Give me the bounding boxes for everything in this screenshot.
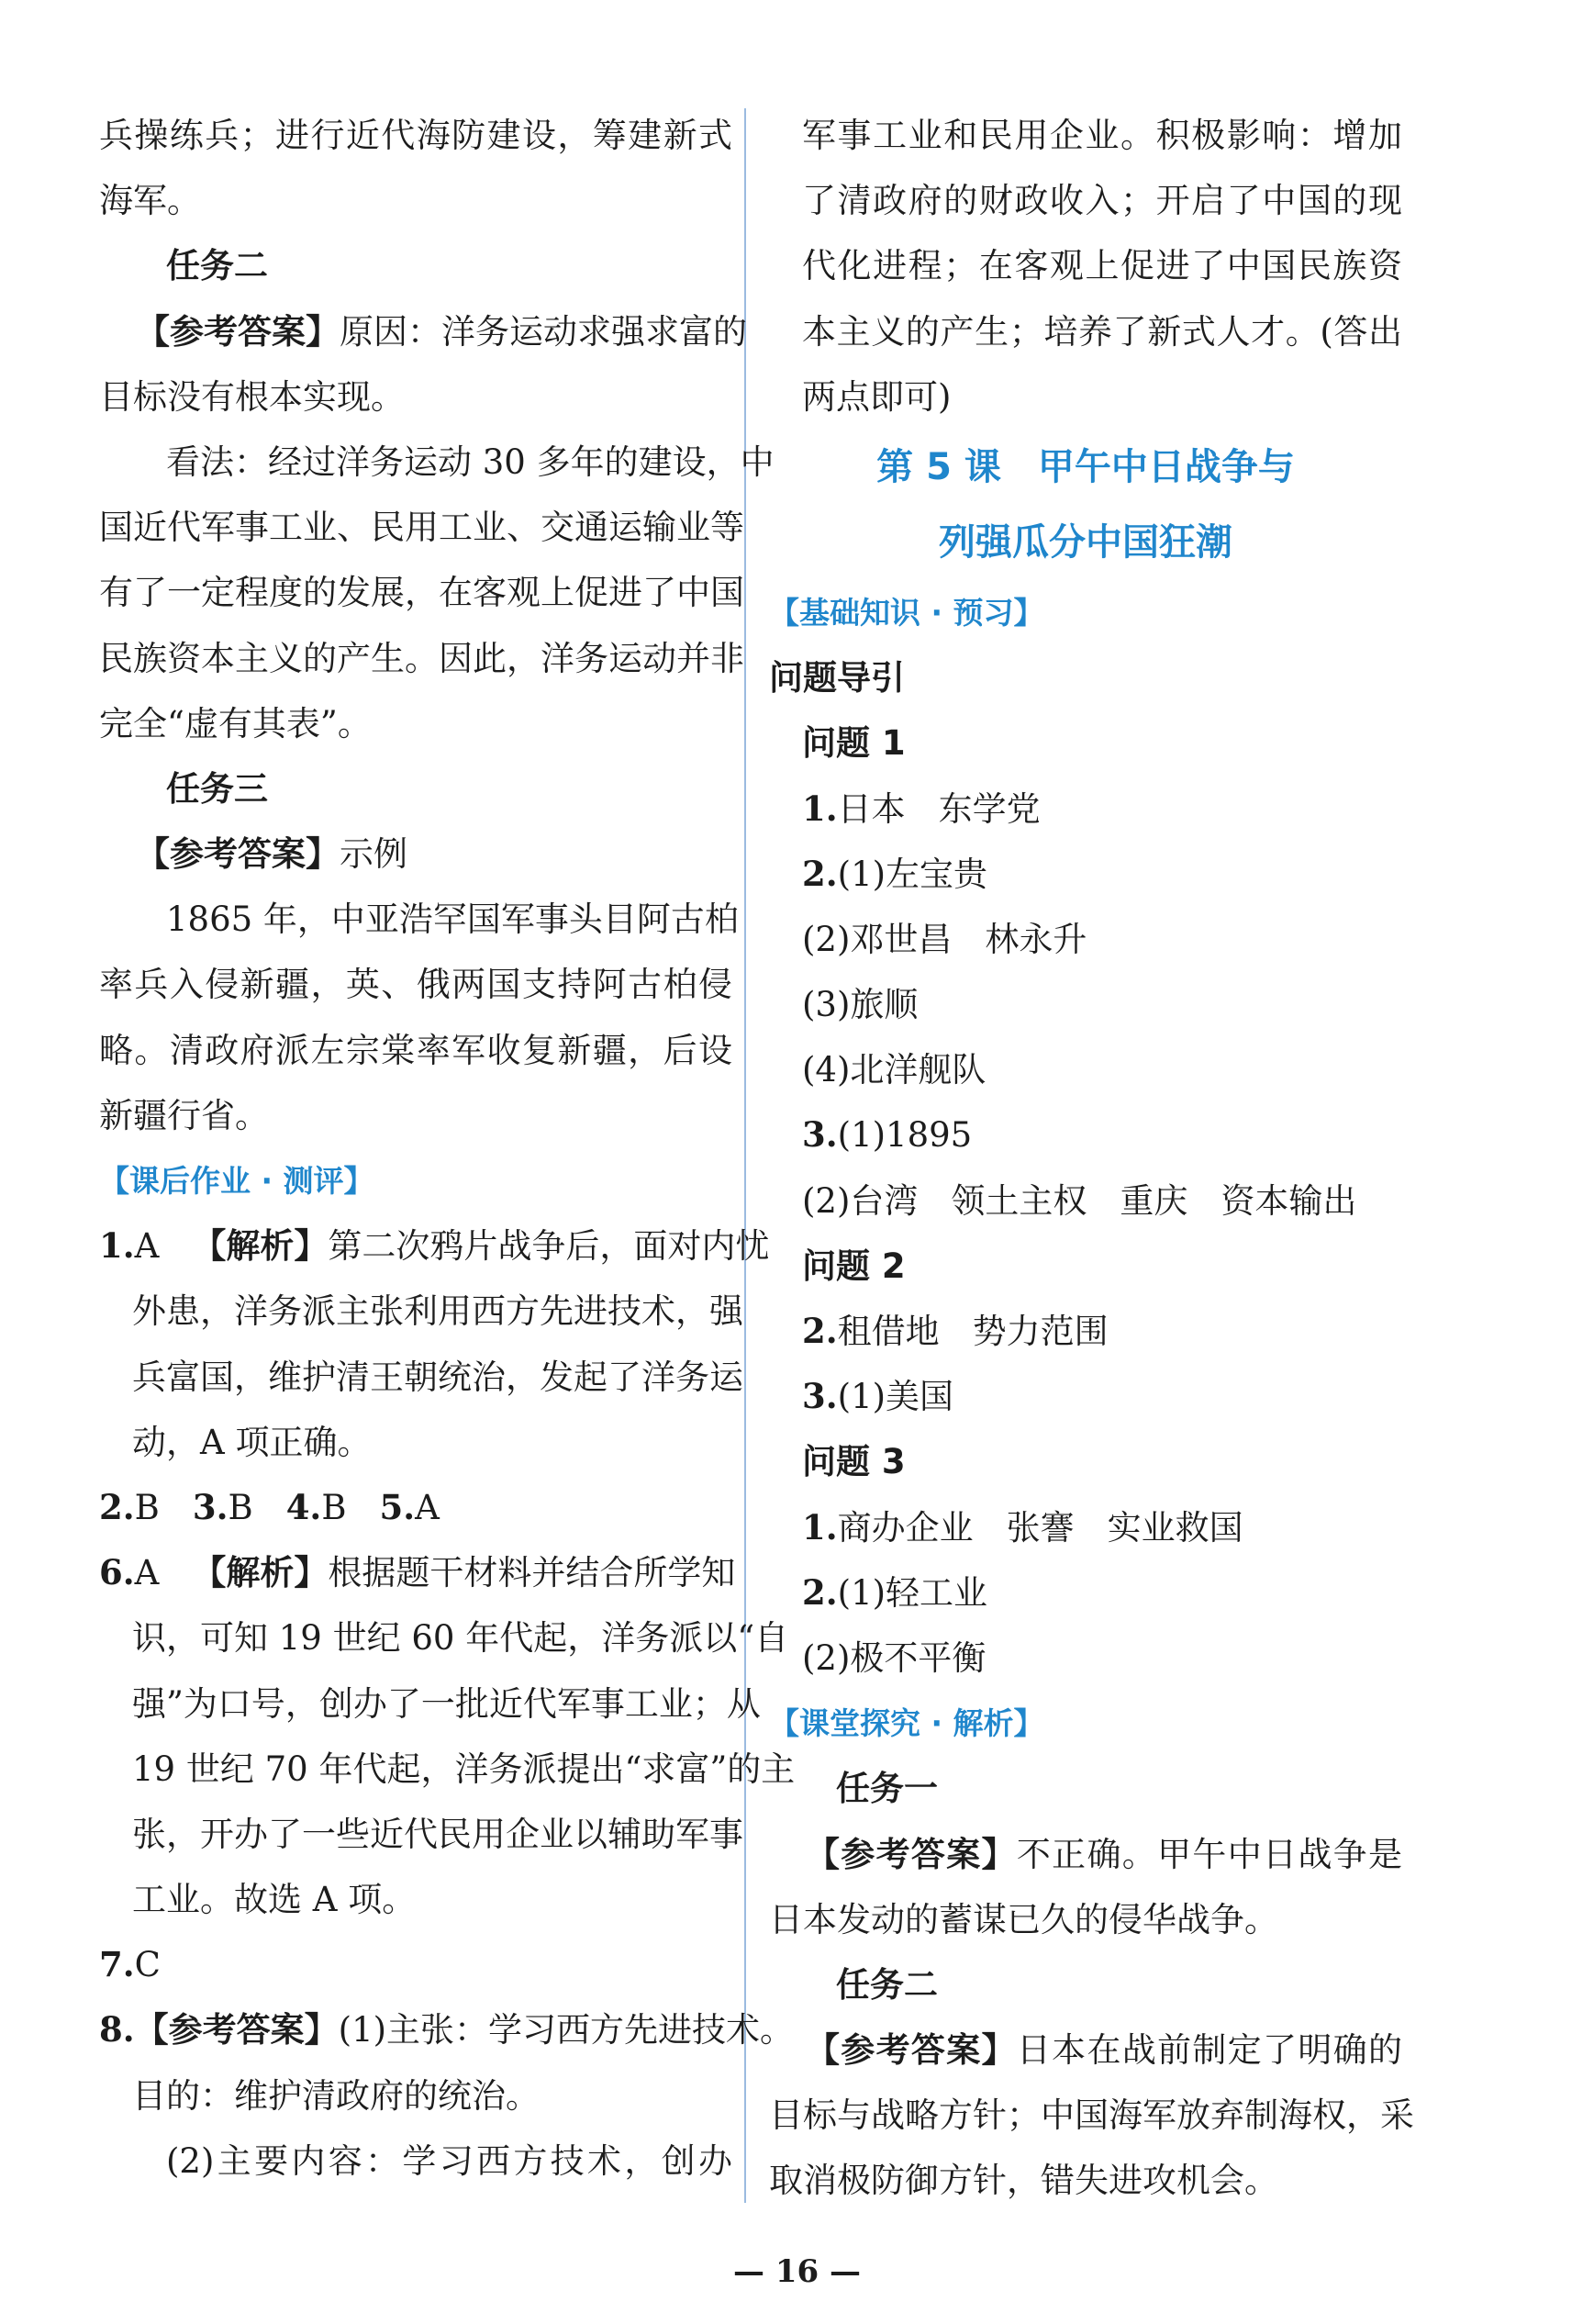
answer-text: 原因：洋务运动求强求富的 [340, 311, 747, 352]
answer-term: 东学党 [938, 788, 1041, 829]
item-choice: C [134, 1945, 161, 1985]
text-line: (2)主要内容：学习西方技术，创办 [166, 2140, 732, 2181]
text-line: 了清政府的财政收入；开启了中国的现 [802, 181, 1402, 221]
item-number: 4. [285, 1486, 322, 1527]
item-number: 2. [99, 1486, 135, 1527]
section-heading: 【课后作业 · 测评】 [99, 1163, 374, 1199]
text-line: 新疆行省。 [99, 1095, 269, 1135]
answer-line [769, 1102, 1402, 1168]
answer-term: 重庆 [1120, 1180, 1188, 1221]
item-number: 2. [802, 1311, 838, 1351]
item-choice: B [134, 1487, 160, 1527]
item-number: 3. [802, 1114, 838, 1156]
text-line: 国近代军事工业、民用工业、交通运输业等 [99, 508, 744, 548]
answer-term: 商办企业 [837, 1507, 974, 1547]
text-line: 军事工业和民用企业。积极影响：增加 [802, 116, 1402, 155]
answer-line [769, 1560, 1402, 1626]
item-number: 2. [802, 853, 838, 894]
question-heading: 问题 1 [802, 723, 906, 764]
left-column [99, 103, 796, 2194]
question-item [99, 1540, 736, 1605]
item-number: 7. [99, 1944, 135, 1985]
text-line: 工业。故选 A 项。 [132, 1880, 417, 1920]
task-heading: 任务一 [836, 1769, 938, 1809]
item-choice: B [228, 1487, 253, 1527]
answer-text: 日本在战前制定了明确的 [1016, 2030, 1402, 2071]
item-choice: A [415, 1487, 440, 1527]
analysis-label: 【解析】 [192, 1226, 329, 1267]
text-line: 海军。 [99, 181, 201, 221]
text-line: 张，开办了一些近代民用企业以辅助军事 [132, 1814, 743, 1854]
text-line: 有了一定程度的发展，在客观上促进了中国 [99, 573, 744, 613]
item-number: 1. [802, 788, 838, 829]
answer-line [769, 1364, 1402, 1429]
answer-term: 日本 [837, 788, 906, 829]
text-line: 率兵入侵新疆，英、俄两国支持阿古柏侵 [99, 965, 732, 1005]
answer-label: 【参考答案】 [136, 311, 340, 352]
item-choice: B [321, 1487, 347, 1527]
analysis-label: 【解析】 [192, 1553, 329, 1593]
question-item [99, 1213, 770, 1279]
item-number: 2. [802, 1571, 838, 1613]
item-number: 1. [802, 1506, 838, 1547]
text-line: 两点即可) [802, 376, 952, 417]
item-number: 8. [99, 2009, 135, 2050]
question-item [99, 1475, 732, 1540]
answer-line [769, 777, 1402, 842]
answer-term: 实业救国 [1107, 1507, 1243, 1547]
answer-term: 租借地 [837, 1312, 940, 1351]
answer-term: 林永升 [985, 919, 1087, 959]
text-line: 目标没有根本实现。 [99, 376, 405, 417]
answer-line [769, 1299, 1402, 1364]
text-line: 兵操练兵；进行近代海防建设，筹建新式 [99, 116, 732, 155]
text-line: 动，A 项正确。 [132, 1422, 372, 1462]
answer-line [769, 842, 1402, 907]
text-line [99, 299, 747, 364]
analysis-text: 根据题干材料并结合所学知 [328, 1553, 736, 1593]
answer-term: (2)台湾 [802, 1180, 919, 1221]
answer-line: (4)北洋舰队 [802, 1050, 986, 1090]
question-item [99, 1997, 795, 2062]
text-line: 本主义的产生；培养了新式人才。(答出 [802, 311, 1402, 352]
answer-term: 领土主权 [951, 1180, 1087, 1221]
task-heading: 任务二 [836, 1964, 938, 2005]
text-line: 识，可知 19 世纪 60 年代起，洋务派以“自 [132, 1618, 789, 1659]
answer-term: (1)1895 [837, 1115, 973, 1156]
item-number: 3. [192, 1486, 229, 1527]
answer-label: 【参考答案】 [136, 834, 340, 875]
text-line: 看法：经过洋务运动 30 多年的建设，中 [166, 441, 775, 482]
section-heading: 【课堂探究 · 解析】 [769, 1705, 1044, 1742]
text-line: 略。清政府派左宗棠率军收复新疆，后设 [99, 1030, 732, 1070]
item-choice: A [134, 1226, 160, 1267]
answer-text: 示例 [340, 834, 407, 875]
text-line: 目的：维护清政府的统治。 [132, 2075, 540, 2116]
text-line: 完全“虚有其表”。 [99, 703, 372, 743]
question-heading: 问题 3 [802, 1442, 906, 1482]
answer-term: 势力范围 [972, 1312, 1109, 1351]
task-heading: 任务三 [166, 768, 268, 809]
text-line [769, 1822, 1402, 1887]
answer-term: 资本输出 [1221, 1180, 1357, 1221]
answer-label: 【参考答案】 [806, 1834, 1017, 1874]
text-line: 强”为口号，创办了一批近代军事工业；从 [132, 1683, 761, 1724]
text-line: 外患，洋务派主张利用西方先进技术，强 [132, 1291, 743, 1332]
answer-text: (1)主张：学习西方先进技术。 [338, 2010, 795, 2050]
item-number: 6. [99, 1552, 135, 1593]
subsection-heading: 问题导引 [769, 658, 905, 698]
answer-line [769, 1495, 1402, 1560]
question-heading: 问题 2 [802, 1246, 906, 1286]
text-line: 代化进程；在客观上促进了中国民族资 [802, 246, 1402, 286]
answer-label: 【参考答案】 [806, 2030, 1017, 2071]
text-line: 19 世纪 70 年代起，洋务派提出“求富”的主 [132, 1749, 796, 1789]
answer-line: (2)极不平衡 [802, 1637, 986, 1678]
item-number: 3. [802, 1376, 838, 1417]
text-line [769, 2017, 1402, 2083]
answer-text: 不正确。甲午中日战争是 [1016, 1834, 1402, 1874]
right-column [769, 103, 1414, 2214]
answer-line: (3)旅顺 [802, 985, 919, 1025]
item-number: 1. [99, 1225, 135, 1267]
lesson-title-line-1: 第 5 课 甲午中日战争与 [876, 445, 1295, 488]
column-divider [744, 108, 746, 2203]
item-number: 5. [379, 1486, 416, 1527]
text-line: 1865 年，中亚浩罕国军事头目阿古柏 [166, 899, 739, 940]
text-line: 民族资本主义的产生。因此，洋务运动并非 [99, 638, 744, 678]
answer-line [769, 907, 1402, 972]
answer-line [769, 1168, 1402, 1234]
answer-label: 【参考答案】 [134, 2010, 339, 2050]
text-line: 目标与战略方针；中国海军放弃制海权，采 [769, 2095, 1414, 2136]
analysis-text: 第二次鸦片战争后，面对内忧 [328, 1226, 770, 1267]
answer-term: (1)美国 [837, 1377, 954, 1417]
question-item [99, 1932, 732, 1997]
answer-term: (1)轻工业 [837, 1572, 988, 1613]
lesson-title-line-2: 列强瓜分中国狂潮 [939, 520, 1232, 564]
page-number: — 16 — [733, 2253, 861, 2290]
answer-term: (2)邓世昌 [802, 919, 953, 959]
section-heading: 【基础知识 · 预习】 [769, 594, 1044, 631]
answer-term: (1)左宝贵 [837, 854, 988, 894]
text-line: 取消极防御方针，错失进攻机会。 [769, 2161, 1278, 2201]
text-line: 日本发动的蓄谋已久的侵华战争。 [769, 1899, 1278, 1939]
answer-term: 张謇 [1006, 1507, 1075, 1547]
text-line: 兵富国，维护清王朝统治，发起了洋务运 [132, 1357, 743, 1397]
task-heading: 任务二 [166, 246, 268, 286]
item-choice: A [134, 1553, 160, 1593]
text-line [99, 821, 732, 887]
